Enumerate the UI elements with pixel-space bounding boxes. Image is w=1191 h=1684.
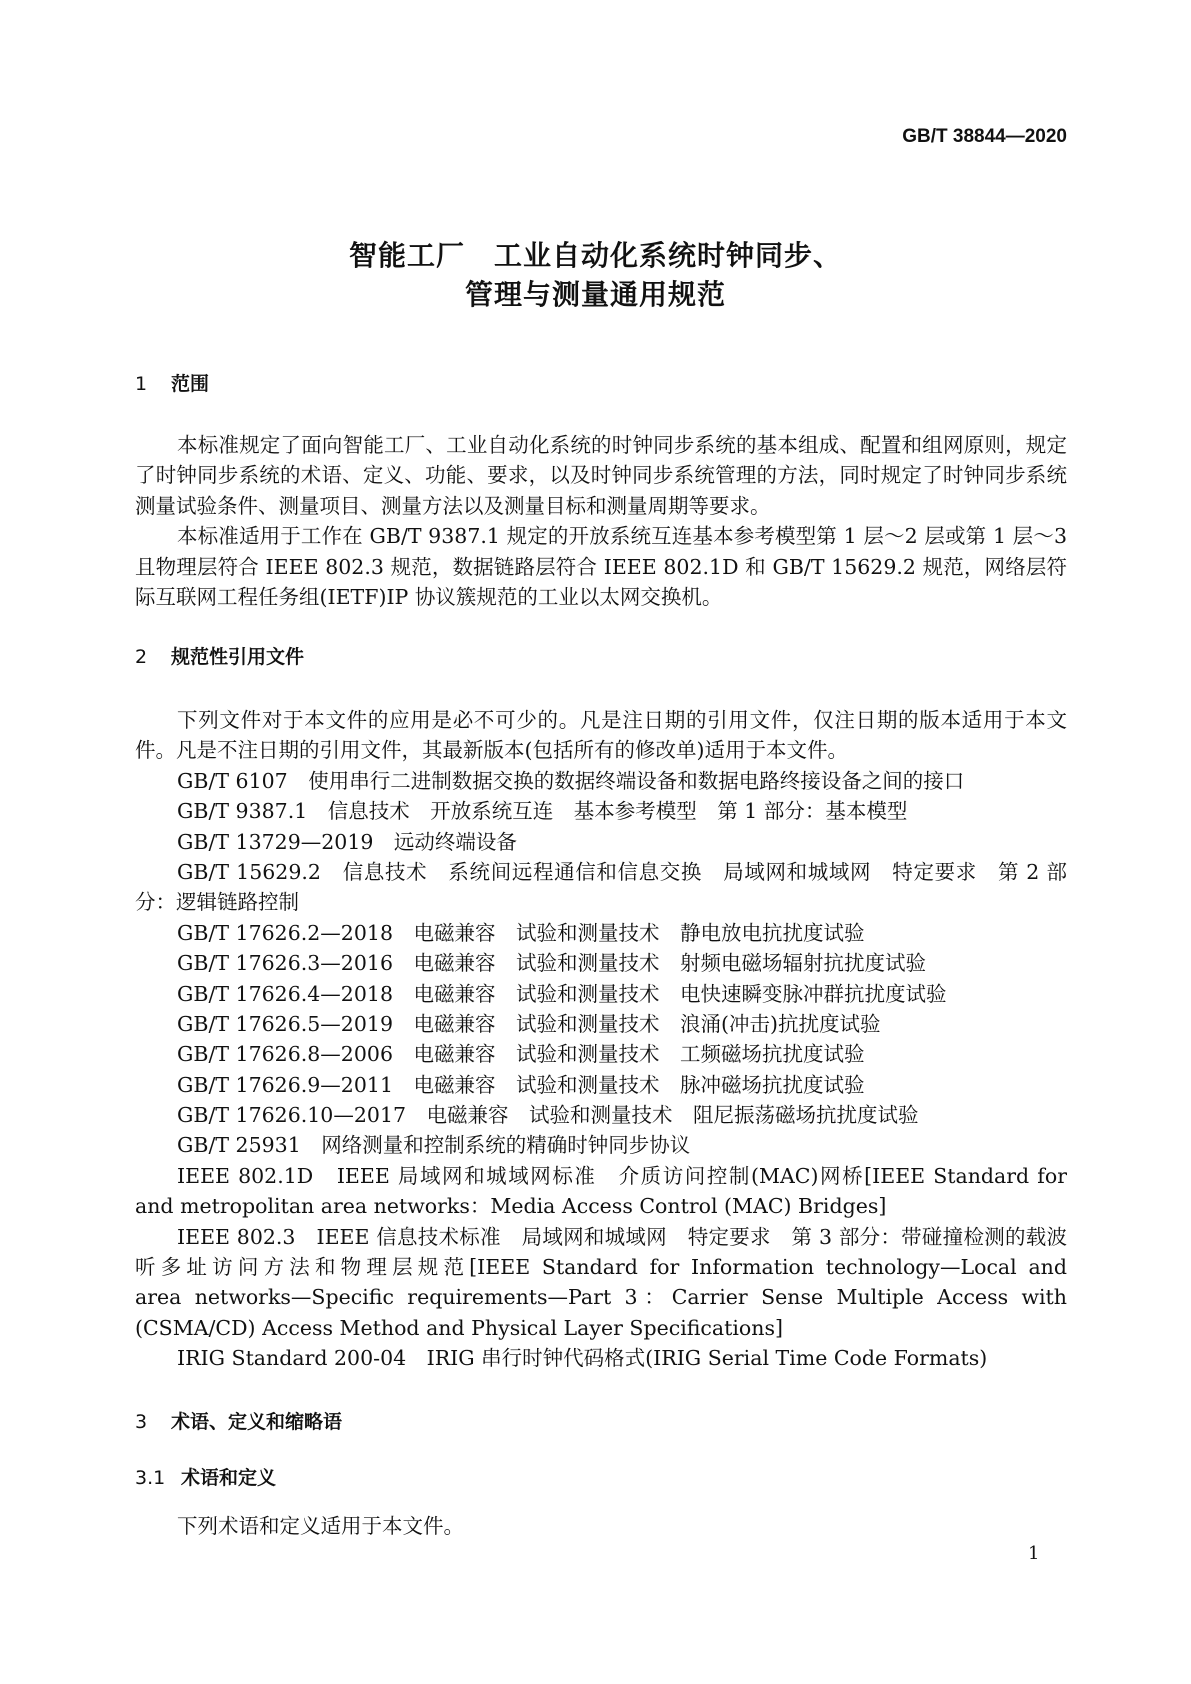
text-line: and metropolitan area networks：Media Access Control (MAC) Bridges] xyxy=(135,1194,887,1219)
section-number: 1 xyxy=(135,373,148,395)
title-line-1: 智能工厂 工业自动化系统时钟同步、 xyxy=(348,239,842,272)
section-3-1-heading xyxy=(135,1463,276,1493)
page-number: 1 xyxy=(1028,1543,1040,1564)
paragraph xyxy=(135,1222,1067,1344)
text-line: GB/T 13729—2019 远动终端设备 xyxy=(177,829,517,854)
paragraph xyxy=(135,1130,1067,1160)
text-line: GB/T 17626.8—2006 电磁兼容 试验和测量技术 工频磁场抗扰度试验 xyxy=(177,1042,865,1067)
text-line: GB/T 17626.2—2018 电磁兼容 试验和测量技术 静电放电抗扰度试验 xyxy=(177,920,865,945)
text-line: 听多址访问方法和物理层规范[IEEE Standard for Information technology—Local and xyxy=(135,1255,1067,1280)
section-number: 3 xyxy=(135,1411,148,1433)
section-2-heading xyxy=(135,642,304,672)
text-line: 了时钟同步系统的术语、定义、功能、要求，以及时钟同步系统管理的方法，同时规定了时钟同步系统 xyxy=(135,463,1067,488)
text-line: GB/T 17626.10—2017 电磁兼容 试验和测量技术 阻尼振荡磁场抗扰度试验 xyxy=(177,1103,919,1128)
text-line: GB/T 17626.9—2011 电磁兼容 试验和测量技术 脉冲磁场抗扰度试验 xyxy=(177,1072,865,1097)
paragraph xyxy=(135,1039,1067,1069)
paragraph xyxy=(135,857,1067,918)
paragraph xyxy=(135,827,1067,857)
text-line: area networks—Specific requirements—Part 3：Carrier Sense Multiple Access with xyxy=(135,1285,1067,1310)
title-line-2: 管理与测量通用规范 xyxy=(464,278,726,311)
text-line: IRIG Standard 200-04 IRIG 串行时钟代码格式(IRIG Serial Time Code Formats) xyxy=(177,1346,988,1371)
paragraph xyxy=(135,796,1067,826)
text-line: 测量试验条件、测量项目、测量方法以及测量目标和测量周期等要求。 xyxy=(135,493,771,518)
text-line: 且物理层符合 IEEE 802.3 规范，数据链路层符合 IEEE 802.1D 和 GB/T 15629.2 规范，网络层符 xyxy=(135,554,1067,579)
paragraph xyxy=(135,979,1067,1009)
text-line: 际互联网工程任务组(IETF)IP 协议簇规范的工业以太网交换机。 xyxy=(135,584,723,609)
section-title: 范围 xyxy=(171,373,210,395)
section-1-body xyxy=(135,430,1067,612)
text-line: 下列文件对于本文件的应用是必不可少的。凡是注日期的引用文件，仅注日期的版本适用于本文 xyxy=(177,708,1067,732)
section-2-body xyxy=(135,705,1067,1374)
section-3-heading xyxy=(135,1407,342,1437)
document-code: GB/T 38844—2020 xyxy=(902,126,1067,147)
section-number: 2 xyxy=(135,646,148,668)
paragraph xyxy=(135,766,1067,796)
text-line: 件。凡是不注日期的引用文件，其最新版本(包括所有的修改单)适用于本文件。 xyxy=(135,738,848,763)
text-line: IEEE 802.3 IEEE 信息技术标准 局域网和城域网 特定要求 第 3 部分：带碰撞检测的载波 xyxy=(177,1224,1067,1249)
text-line: 本标准规定了面向智能工厂、工业自动化系统的时钟同步系统的基本组成、配置和组网原则，规定 xyxy=(177,433,1067,457)
section-3-1-body xyxy=(135,1511,1067,1541)
section-title: 术语和定义 xyxy=(181,1467,277,1489)
text-line: 下列术语和定义适用于本文件。 xyxy=(177,1514,464,1538)
paragraph xyxy=(135,521,1067,612)
text-line: (CSMA/CD) Access Method and Physical Layer Specifications] xyxy=(135,1315,783,1340)
section-number: 3.1 xyxy=(135,1467,166,1489)
text-line: 本标准适用于工作在 GB/T 9387.1 规定的开放系统互连基本参考模型第 1 层～2 层或第 1 层～3 xyxy=(177,524,1067,549)
paragraph xyxy=(135,430,1067,521)
text-line: GB/T 17626.5—2019 电磁兼容 试验和测量技术 浪涌(冲击)抗扰度试验 xyxy=(177,1011,881,1036)
paragraph xyxy=(135,1009,1067,1039)
paragraph xyxy=(135,1511,1067,1541)
section-title: 术语、定义和缩略语 xyxy=(171,1411,343,1433)
paragraph xyxy=(135,1070,1067,1100)
text-line: IEEE 802.1D IEEE 局域网和城域网标准 介质访问控制(MAC)网桥[IEEE Standard for xyxy=(177,1163,1067,1188)
paragraph xyxy=(135,918,1067,948)
section-title: 规范性引用文件 xyxy=(171,646,305,668)
text-line: GB/T 15629.2 信息技术 系统间远程通信和信息交换 局域网和城域网 特定要求 第 2 部 xyxy=(177,859,1067,884)
paragraph xyxy=(135,1343,1067,1373)
paragraph xyxy=(135,948,1067,978)
text-line: GB/T 6107 使用串行二进制数据交换的数据终端设备和数据电路终接设备之间的接口 xyxy=(177,768,965,793)
text-line: GB/T 25931 网络测量和控制系统的精确时钟同步协议 xyxy=(177,1133,691,1158)
text-line: GB/T 17626.4—2018 电磁兼容 试验和测量技术 电快速瞬变脉冲群抗扰度试验 xyxy=(177,981,947,1006)
paragraph xyxy=(135,705,1067,766)
section-1-heading xyxy=(135,369,209,399)
text-line: GB/T 9387.1 信息技术 开放系统互连 基本参考模型 第 1 部分：基本模型 xyxy=(177,799,908,824)
text-line: GB/T 17626.3—2016 电磁兼容 试验和测量技术 射频电磁场辐射抗扰度试验 xyxy=(177,951,926,976)
text-line: 分：逻辑链路控制 xyxy=(135,890,299,915)
paragraph xyxy=(135,1161,1067,1222)
paragraph xyxy=(135,1100,1067,1130)
